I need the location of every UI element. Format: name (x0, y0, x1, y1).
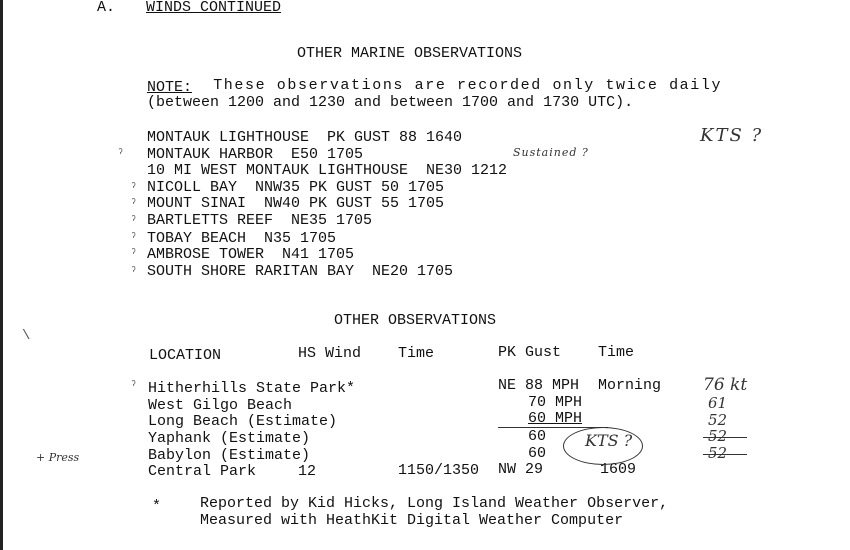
marine-line: AMBROSE TOWER N41 1705 (147, 246, 355, 263)
handwritten-52-struck: 52 (708, 427, 728, 445)
row-gust-time: 1609 (600, 461, 637, 478)
row-hs-wind: 12 (298, 463, 317, 480)
row-location: Babylon (Estimate) (148, 447, 311, 464)
margin-mark: ˀ (130, 379, 138, 393)
row-location: Yaphank (Estimate) (148, 430, 311, 447)
col-header-gust-time: Time (598, 344, 635, 361)
footnote-line-2: Measured with HeathKit Digital Weather Computer (200, 512, 624, 529)
section-letter: A. (97, 0, 116, 16)
col-header-location: LOCATION (149, 347, 222, 364)
row-location: Hitherhills State Park* (148, 380, 356, 397)
row-pk-gust: 60 (528, 428, 547, 445)
row-pk-gust: NW 29 (498, 461, 544, 478)
row-time: 1150/1350 (398, 462, 480, 479)
strike-line (703, 454, 747, 455)
section-heading: WINDS CONTINUED (146, 0, 282, 16)
marine-line: 10 MI WEST MONTAUK LIGHTHOUSE NE30 1212 (147, 162, 508, 179)
margin-mark: ˀ (130, 231, 138, 245)
handwritten-76-kt: 76 kt (703, 375, 748, 395)
row-location: Central Park (148, 463, 257, 480)
handwritten-kts-note: KTS ? (700, 125, 764, 146)
handwritten-61: 61 (708, 394, 728, 412)
handwritten-52: 52 (708, 411, 728, 429)
marine-line: TOBAY BEACH N35 1705 (147, 230, 337, 247)
handwritten-kts-oval: KTS ? (585, 431, 633, 450)
marine-title: OTHER MARINE OBSERVATIONS (297, 45, 523, 62)
handwritten-52-struck: 52 (708, 444, 728, 462)
note-label: NOTE: (147, 79, 193, 96)
marine-line: BARTLETTS REEF NE35 1705 (147, 212, 373, 229)
footnote-line-1: Reported by Kid Hicks, Long Island Weather Observer, (200, 495, 669, 512)
marine-line: SOUTH SHORE RARITAN BAY NE20 1705 (147, 263, 454, 280)
note-text: These observations are recorded only twice daily (192, 77, 723, 94)
strike-line (703, 437, 747, 438)
row-gust-time: Morning (598, 377, 662, 394)
margin-mark: ˀ (130, 247, 138, 261)
row-pk-gust: 60 (528, 445, 547, 462)
margin-mark: \ (22, 328, 31, 344)
col-header-time: Time (398, 345, 435, 362)
col-header-pk-gust: PK Gust (498, 344, 562, 361)
marine-line: MONTAUK HARBOR E50 1705 (147, 146, 364, 163)
other-title: OTHER OBSERVATIONS (334, 312, 497, 329)
row-location: West Gilgo Beach (148, 397, 293, 414)
margin-mark: ˀ (130, 265, 138, 279)
handwritten-sustained-note: Sustained ? (513, 146, 589, 159)
page-left-edge (0, 0, 3, 550)
margin-mark: ˀ (130, 214, 138, 228)
marine-line: MONTAUK LIGHTHOUSE PK GUST 88 1640 (147, 129, 463, 146)
margin-mark: ˀ (130, 181, 138, 195)
marine-line: MOUNT SINAI NW40 PK GUST 55 1705 (147, 195, 445, 212)
footnote-star: * (152, 498, 162, 515)
handwritten-press-note: + Press (36, 451, 80, 464)
margin-mark: ˀ (117, 147, 125, 161)
row-pk-gust: 60 MPH (528, 410, 583, 427)
row-location: Long Beach (Estimate) (148, 413, 338, 430)
row-pk-gust: 70 MPH (528, 394, 583, 411)
col-header-hs-wind: HS Wind (298, 345, 362, 362)
marine-line: NICOLL BAY NNW35 PK GUST 50 1705 (147, 179, 445, 196)
margin-mark: ˀ (130, 197, 138, 211)
row-pk-gust: NE 88 MPH (498, 377, 580, 394)
note-text-2: (between 1200 and 1230 and between 1700 and 1730 UTC). (147, 94, 634, 111)
